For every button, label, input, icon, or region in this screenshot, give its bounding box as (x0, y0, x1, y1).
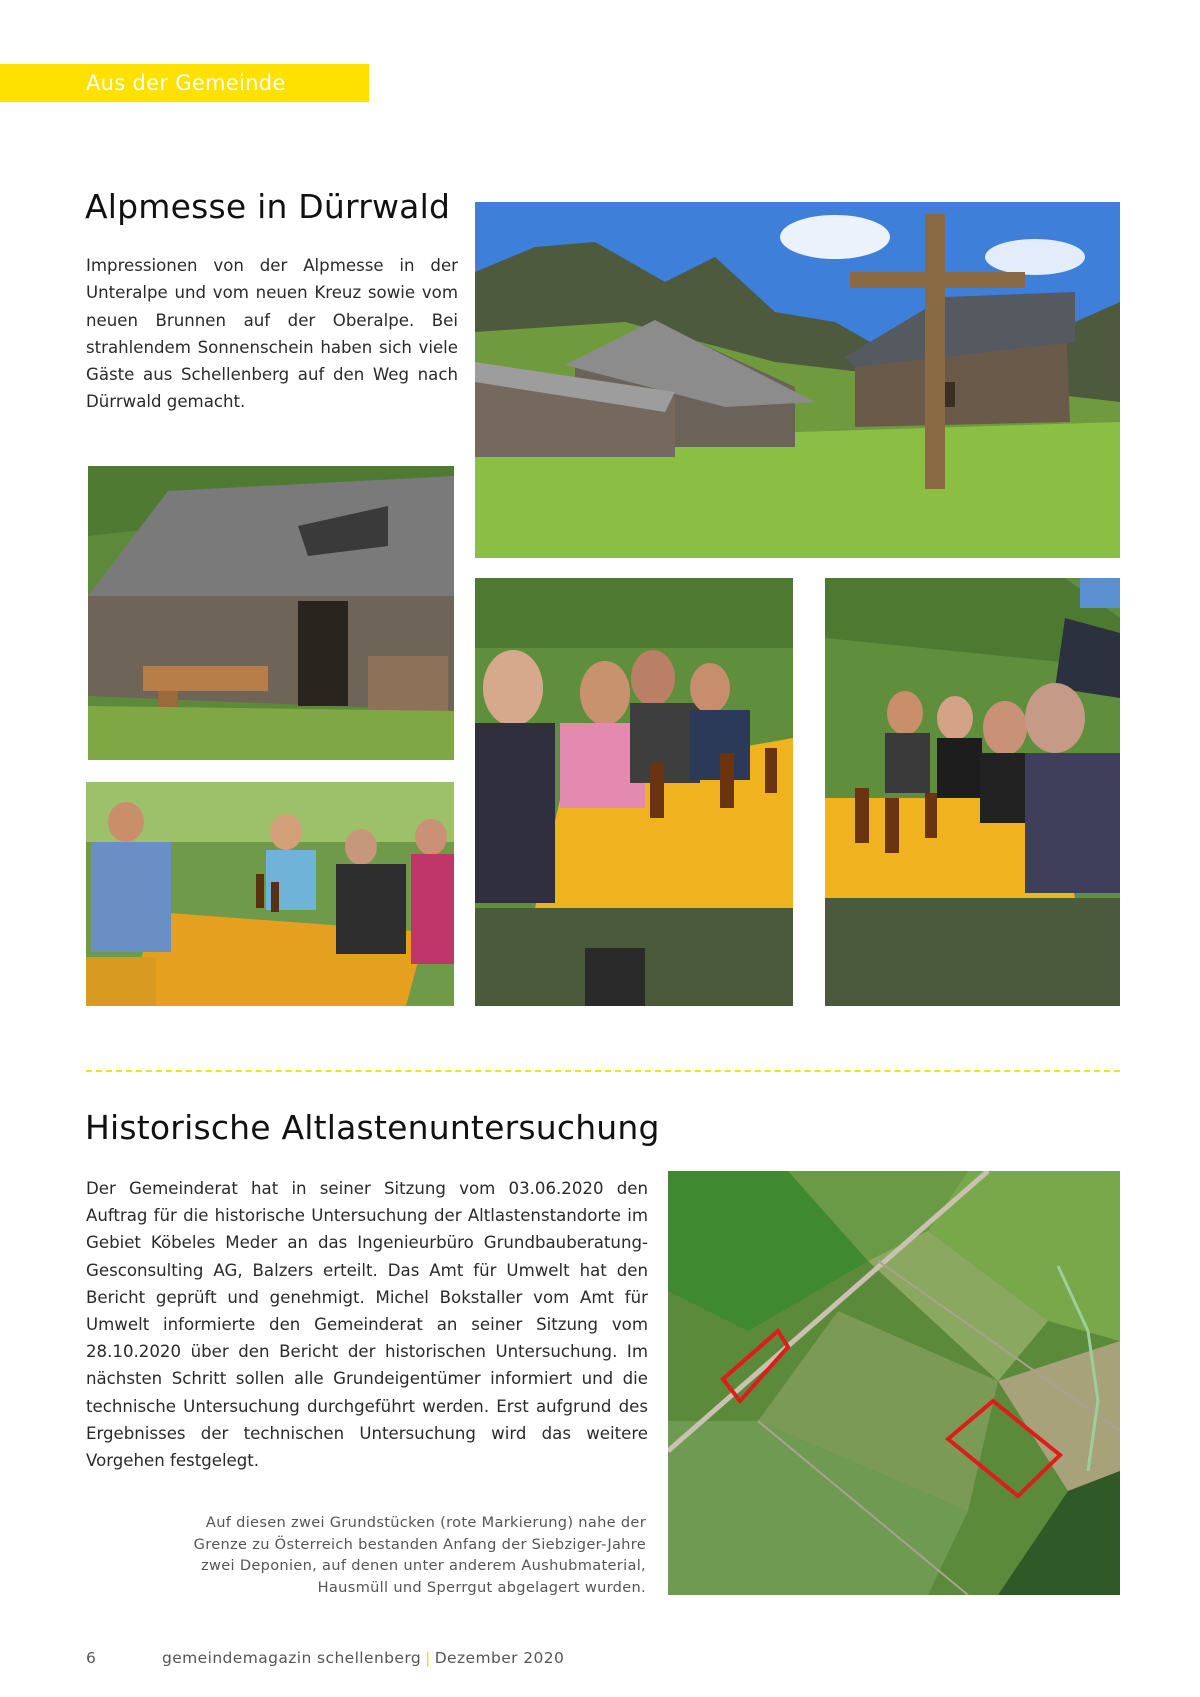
photo-group-at-table-right (825, 578, 1120, 1006)
section-label: Aus der Gemeinde (0, 64, 369, 102)
altlasten-body: Der Gemeinderat hat in seiner Sitzung vom 03.06.2020 den Auftrag für die historische Untersuchung der Altlastenstandorte im Gebiet Köbeles Meder an das Ingenieurbüro Grundbauberatung-Gesconsulting AG, Balzers erteilt. Das Amt für Umwelt hat den Bericht geprüft und genehmigt. Michel Bokstaller vom Amt für Umwelt informierte den Gemeinderat an seiner Sitzung vom 28.10.2020 über den Bericht der historischen Untersuchung. Im nächsten Schritt sollen alle Grundeigentümer informiert und die technische Untersuchung durchgeführt werden. Erst aufgrund des Ergebnisses der technischen Untersuchung wird das weitere Vorgehen festgelegt. (86, 1179, 648, 1471)
section-divider (86, 1070, 1120, 1072)
photo-guests-at-tables (86, 782, 454, 1006)
altlasten-title: Historische Altlastenuntersuchung (85, 1108, 660, 1147)
photo-hut-with-trough (88, 466, 454, 760)
footer-publication (162, 1649, 564, 1667)
page-number: 6 (86, 1649, 96, 1667)
photo-cross-and-huts (475, 202, 1120, 558)
alpmesse-title: Alpmesse in Dürrwald (85, 187, 451, 226)
aerial-photo-caption: Auf diesen zwei Grundstücken (rote Markierung) nahe der Grenze zu Österreich bestanden Anfang der Siebziger-Jahre zwei Deponien, auf denen unter anderem Aushubmaterial, Hausmüll und Sperrgut abgelagert wurden. (193, 1514, 646, 1596)
magazine-name: gemeindemagazin schellenberg (162, 1649, 422, 1667)
footer-separator: | (425, 1649, 431, 1667)
alpmesse-intro: Impressionen von der Alpmesse in der Unteralpe und vom neuen Kreuz sowie vom neuen Brunnen auf der Oberalpe. Bei strahlendem Sonnenschein haben sich viele Gäste aus Schellenberg auf den Weg nach Dürrwald gemacht. (86, 256, 458, 412)
aerial-photo-parcels (668, 1171, 1120, 1595)
photo-group-at-table-center (475, 578, 793, 1006)
issue-date: Dezember 2020 (434, 1649, 565, 1667)
